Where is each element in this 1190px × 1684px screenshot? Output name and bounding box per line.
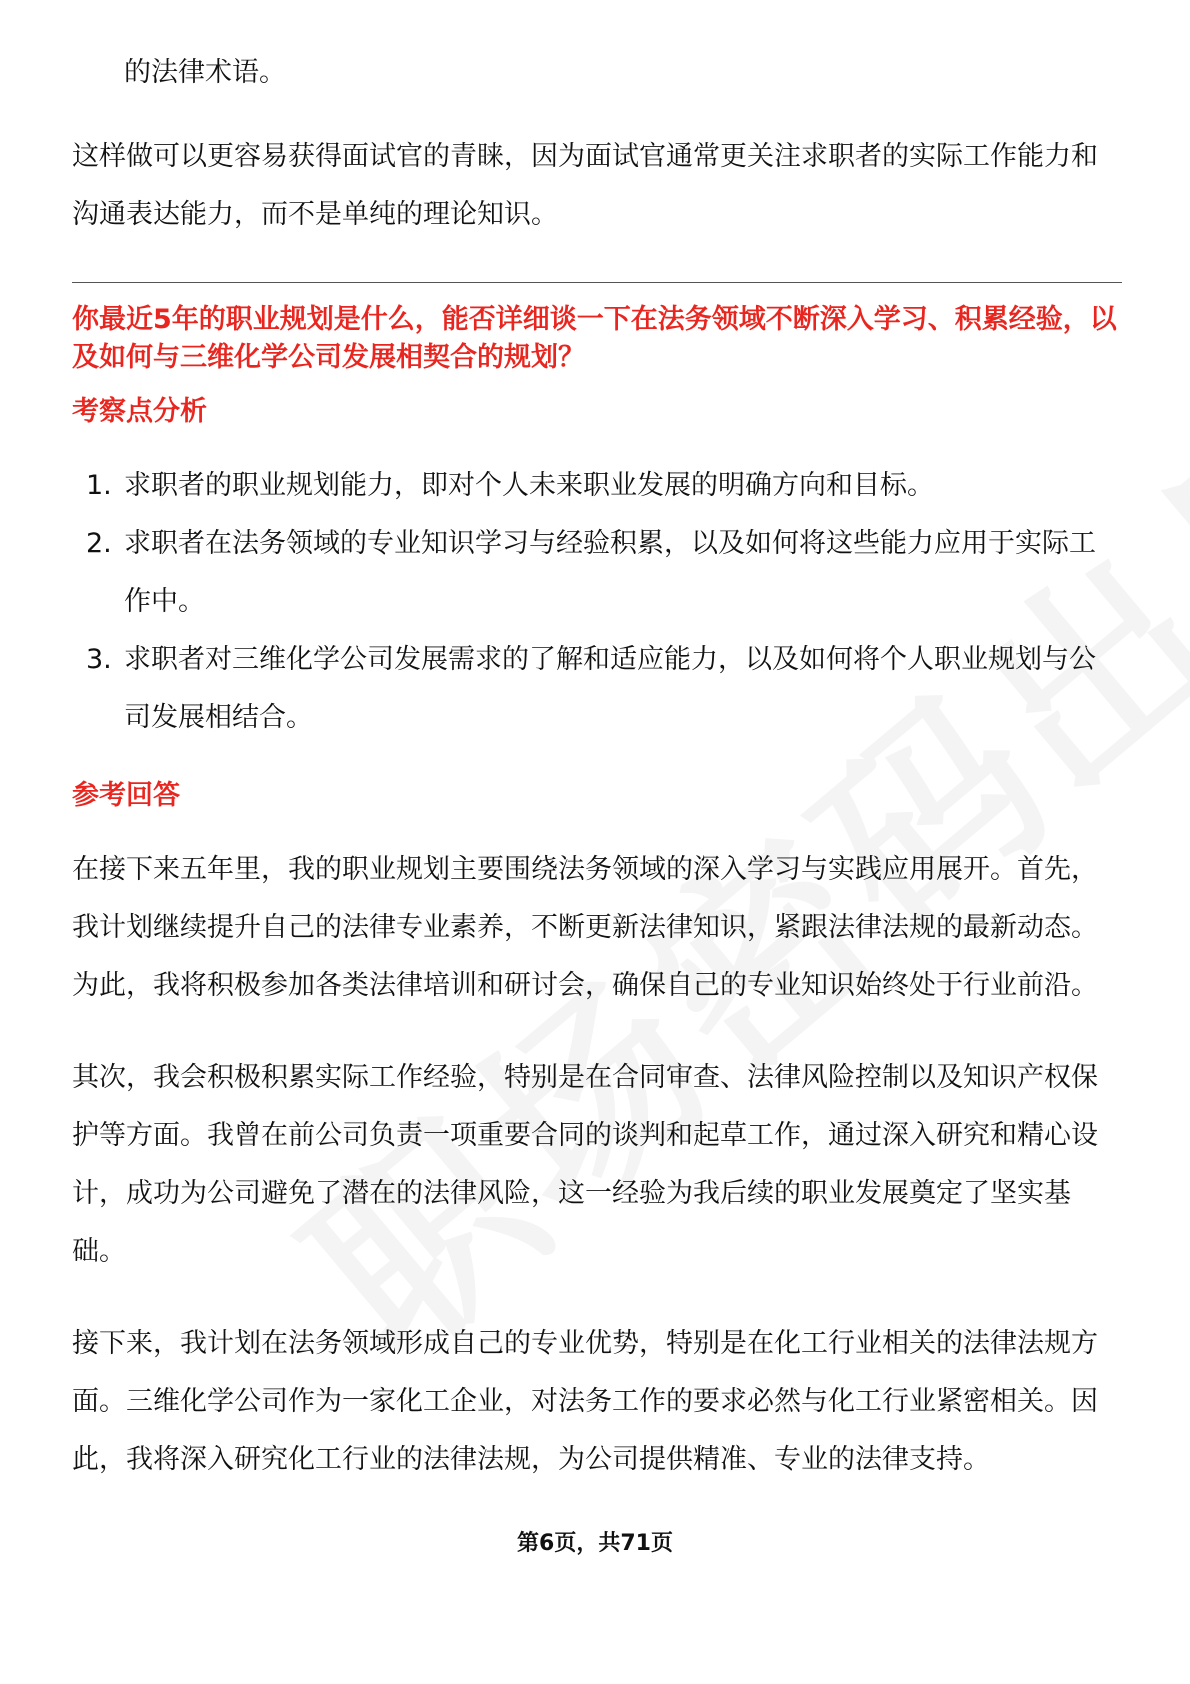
list-item-text: 求职者的职业规划能力，即对个人未来职业发展的明确方向和目标。 [124, 470, 934, 501]
list-item-number: 3. [86, 644, 112, 675]
analysis-list [72, 457, 1122, 747]
answer-paragraph: 接下来，我计划在法务领域形成自己的专业优势，特别是在化工行业相关的法律法规方面。三维化学公司作为一家化工企业，对法务工作的要求必然与化工行业紧密相关。因此，我将深入研究化工行业的法律法规，为公司提供精准、专业的法律支持。 [72, 1328, 1098, 1475]
list-item [72, 457, 1122, 515]
section-divider [72, 282, 1122, 283]
intro-paragraph: 这样做可以更容易获得面试官的青睐，因为面试官通常更关注求职者的实际工作能力和沟通表达能力，而不是单纯的理论知识。 [72, 141, 1098, 230]
list-item [72, 515, 1122, 631]
page-number: 第6页，共71页 [517, 1531, 673, 1556]
question-heading: 你最近5年的职业规划是什么，能否详细谈一下在法务领域不断深入学习、积累经验，以及如何与三维化学公司发展相契合的规划？ [72, 304, 1117, 373]
analysis-title: 考察点分析 [72, 396, 207, 427]
answer-paragraph: 其次，我会积极积累实际工作经验，特别是在合同审查、法律风险控制以及知识产权保护等方面。我曾在前公司负责一项重要合同的谈判和起草工作，通过深入研究和精心设计，成功为公司避免了潜在的法律风险，这一经验为我后续的职业发展奠定了坚实基础。 [72, 1062, 1098, 1267]
list-item-number: 2. [86, 528, 112, 559]
list-item-number: 1. [86, 470, 112, 501]
answer-title: 参考回答 [72, 780, 180, 811]
list-item [72, 631, 1122, 747]
answer-paragraph: 在接下来五年里，我的职业规划主要围绕法务领域的深入学习与实践应用展开。首先，我计划继续提升自己的法律专业素养，不断更新法律知识，紧跟法律法规的最新动态。为此，我将积极参加各类法律培训和研讨会，确保自己的专业知识始终处于行业前沿。 [72, 854, 1098, 1001]
page-content [72, 44, 1122, 1489]
continuation-line: 的法律术语。 [124, 57, 286, 88]
list-item-text: 求职者对三维化学公司发展需求的了解和适应能力，以及如何将个人职业规划与公司发展相结合。 [124, 644, 1096, 733]
list-item-text: 求职者在法务领域的专业知识学习与经验积累，以及如何将这些能力应用于实际工作中。 [124, 528, 1096, 617]
